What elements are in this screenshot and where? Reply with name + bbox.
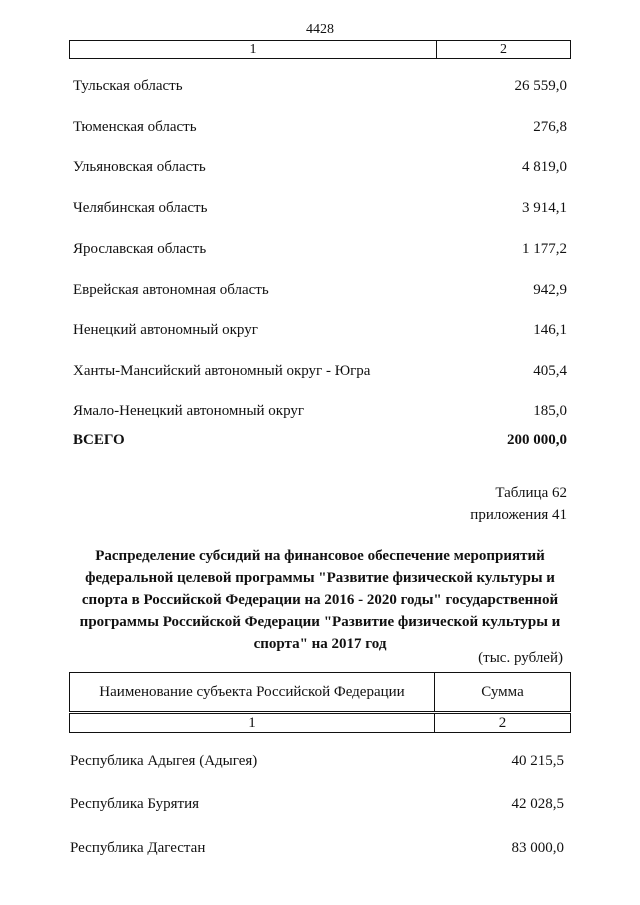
region-name: Республика Бурятия xyxy=(70,796,200,812)
units-label: (тыс. рублей) xyxy=(478,650,563,666)
region-name: Республика Адыгея (Адыгея) xyxy=(70,753,258,769)
region-name: Еврейская автономная область xyxy=(73,282,269,298)
region-value: 4 819,0 xyxy=(522,159,567,175)
title-line: спорта в Российской Федерации на 2016 - 2020 годы" государственной xyxy=(81,592,559,608)
table-number: Таблица 62 xyxy=(495,485,567,501)
total-label: ВСЕГО xyxy=(73,432,125,448)
title-line: программы Российской Федерации "Развитие физической культуры и xyxy=(79,614,561,630)
table-row xyxy=(73,282,567,299)
region-value: 942,9 xyxy=(533,282,567,298)
region-value: 185,0 xyxy=(533,403,567,419)
table-row xyxy=(70,753,564,770)
region-value: 3 914,1 xyxy=(522,200,567,216)
section-title xyxy=(60,545,580,655)
table-row xyxy=(70,796,564,813)
region-name: Ярославская область xyxy=(73,241,207,257)
region-name: Ненецкий автономный округ xyxy=(73,322,258,338)
second-table-numbering xyxy=(69,713,571,733)
title-line: спорта" на 2017 год xyxy=(253,636,387,652)
region-value: 276,8 xyxy=(533,119,567,135)
region-value: 146,1 xyxy=(533,322,567,338)
table-row xyxy=(73,322,567,339)
table-caption xyxy=(470,482,567,526)
region-value: 405,4 xyxy=(533,363,567,379)
region-name: Республика Дагестан xyxy=(70,840,206,856)
header-col-2: 2 xyxy=(498,715,507,731)
region-value: 26 559,0 xyxy=(514,78,567,94)
top-table-header xyxy=(69,40,571,59)
table-row xyxy=(73,119,567,136)
region-value: 83 000,0 xyxy=(511,840,564,856)
region-name: Тульская область xyxy=(73,78,183,94)
table-row xyxy=(73,403,567,420)
total-value: 200 000,0 xyxy=(507,432,567,448)
region-name: Ульяновская область xyxy=(73,159,206,175)
title-line: федеральной целевой программы "Развитие физической культуры и xyxy=(85,570,555,586)
table-row xyxy=(73,78,567,95)
region-name: Ямало-Ненецкий автономный округ xyxy=(73,403,305,419)
header-col-1: 1 xyxy=(70,41,437,58)
second-table-header xyxy=(69,672,571,712)
region-name: Ханты-Мансийский автономный округ - Югра xyxy=(73,363,371,379)
table-row xyxy=(73,363,567,380)
header-col-2: 2 xyxy=(500,42,507,57)
title-line: Распределение субсидий на финансовое обеспечение мероприятий xyxy=(95,548,545,564)
appendix-number: приложения 41 xyxy=(470,507,567,523)
table-row xyxy=(73,200,567,217)
header-subject-name: Наименование субъекта Российской Федерации xyxy=(70,673,435,711)
page-number: 4428 xyxy=(306,22,334,37)
table-row xyxy=(73,159,567,176)
table-row xyxy=(70,840,564,857)
total-row xyxy=(73,432,567,449)
region-value: 42 028,5 xyxy=(511,796,564,812)
table-row xyxy=(73,241,567,258)
region-name: Тюменская область xyxy=(73,119,197,135)
region-value: 1 177,2 xyxy=(522,241,567,257)
region-value: 40 215,5 xyxy=(511,753,564,769)
header-sum: Сумма xyxy=(481,683,524,700)
header-col-1: 1 xyxy=(70,714,435,732)
region-name: Челябинская область xyxy=(73,200,208,216)
